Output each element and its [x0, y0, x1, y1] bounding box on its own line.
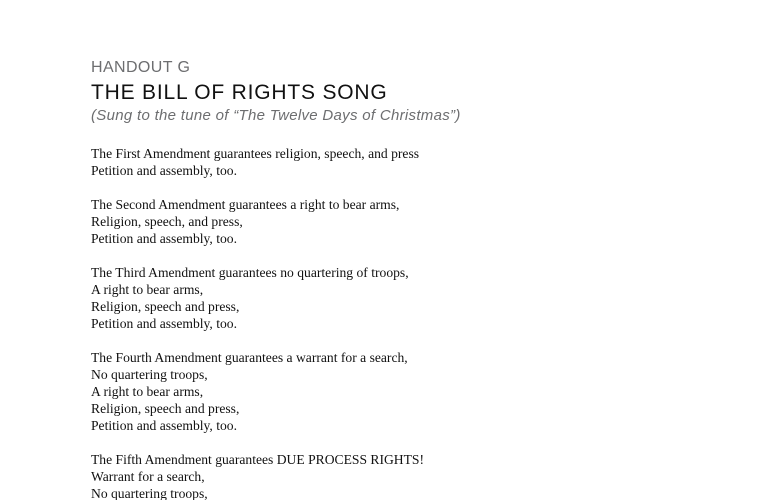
handout-header [91, 58, 461, 126]
verse-line: The Fourth Amendment guarantees a warrant for a search, [91, 350, 408, 365]
verse-5 [91, 451, 731, 500]
verse-line: The Second Amendment guarantees a right to bear arms, [91, 197, 400, 212]
verse-line: Petition and assembly, too. [91, 316, 237, 331]
verse-2 [91, 196, 731, 247]
verse-line: Religion, speech, and press, [91, 214, 243, 229]
verse-line: The First Amendment guarantees religion, speech, and press [91, 146, 420, 161]
verse-3 [91, 264, 731, 332]
page-subtitle: (Sung to the tune of “The Twelve Days of Christmas”) [91, 107, 461, 124]
verse-4 [91, 349, 731, 434]
handout-label: HANDOUT G [91, 59, 191, 76]
lyrics-body [91, 145, 731, 500]
verse-line: The Third Amendment guarantees no quartering of troops, [91, 265, 409, 280]
verse-line: The Fifth Amendment guarantees DUE PROCESS RIGHTS! [91, 452, 425, 467]
page-title: THE BILL OF RIGHTS SONG [91, 81, 388, 104]
verse-line: No quartering troops, [91, 367, 208, 382]
verse-line: Religion, speech and press, [91, 401, 240, 416]
verse-line: A right to bear arms, [91, 384, 204, 399]
verse-line: Petition and assembly, too. [91, 418, 237, 433]
verse-line: No quartering troops, [91, 486, 208, 500]
verse-line: Petition and assembly, too. [91, 163, 237, 178]
verse-1 [91, 145, 731, 179]
verse-line: Warrant for a search, [91, 469, 205, 484]
verse-line: Petition and assembly, too. [91, 231, 237, 246]
verse-line: Religion, speech and press, [91, 299, 240, 314]
verse-line: A right to bear arms, [91, 282, 204, 297]
